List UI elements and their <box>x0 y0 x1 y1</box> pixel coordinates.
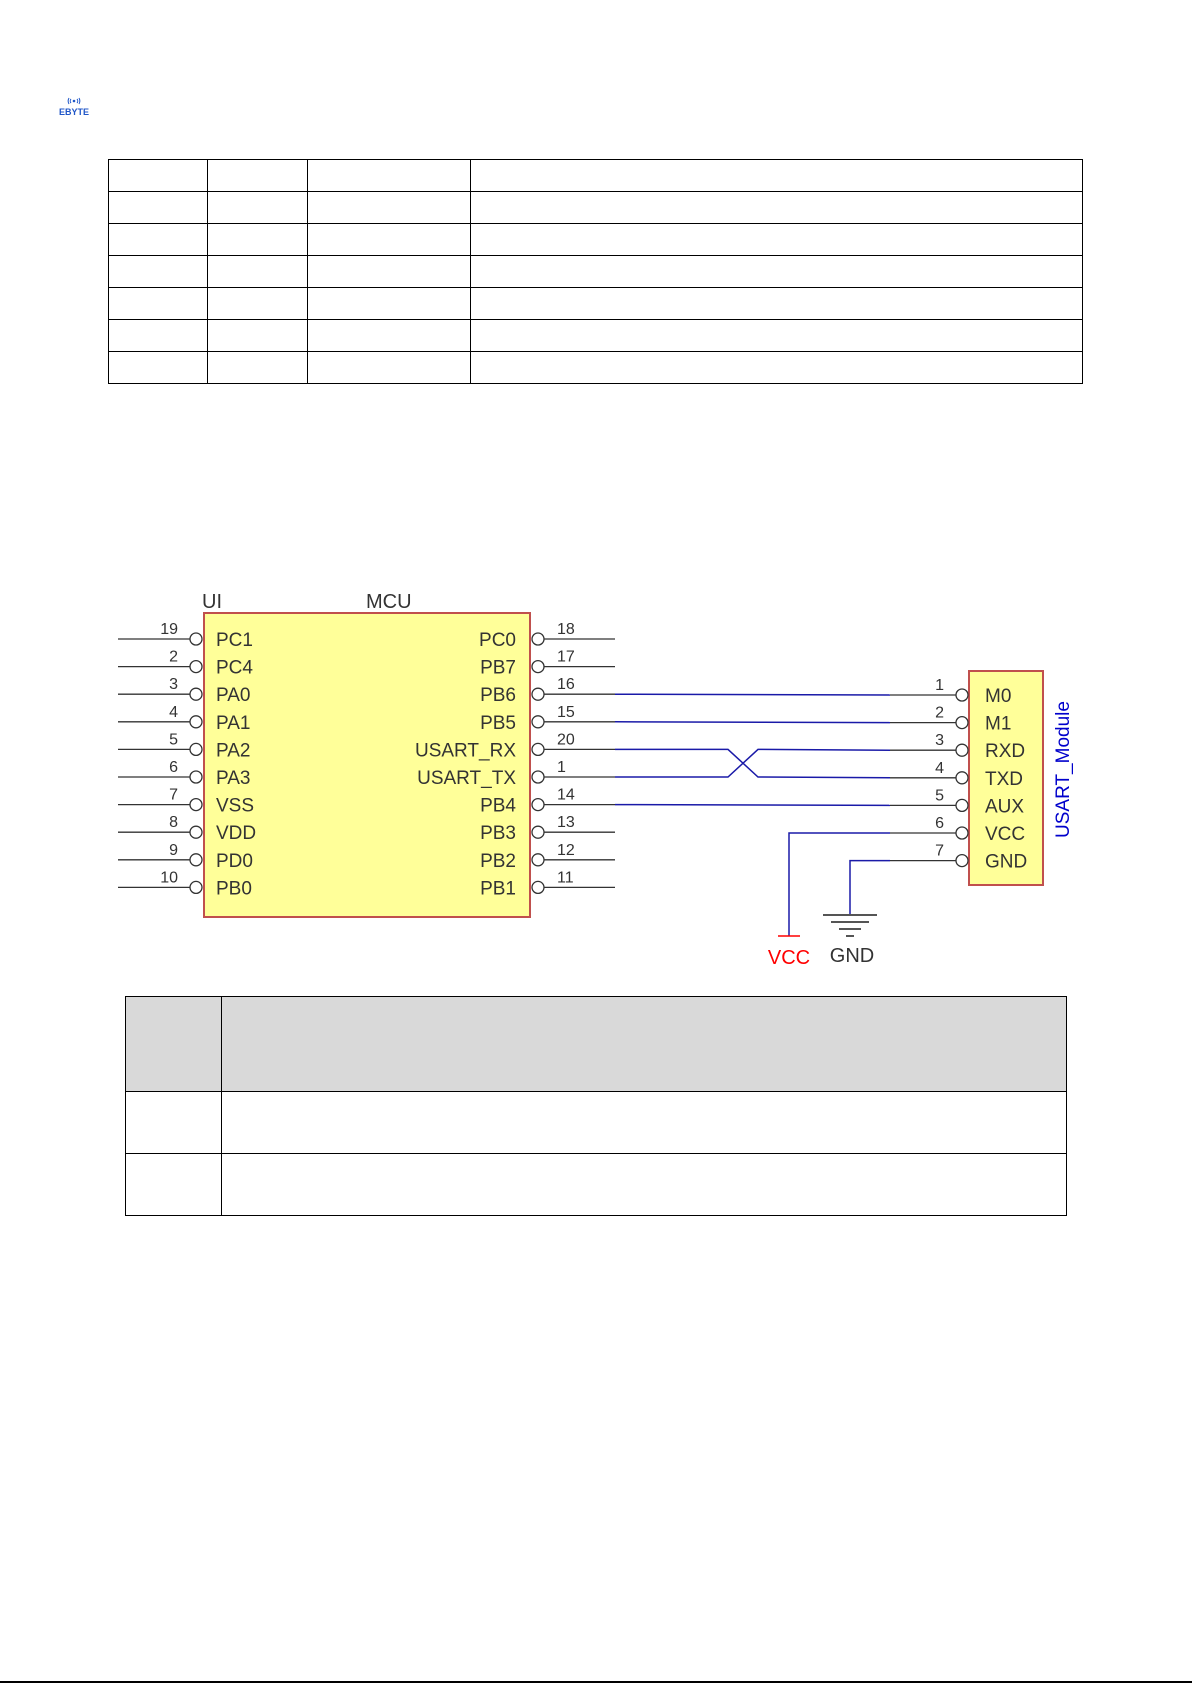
table-cell <box>307 320 470 352</box>
table-cell <box>471 224 1083 256</box>
pin-number: 2 <box>169 648 178 666</box>
table-cell <box>208 320 307 352</box>
table-cell <box>109 288 208 320</box>
pin-number: 4 <box>169 703 178 721</box>
table-cell <box>208 224 307 256</box>
table-row <box>126 997 1067 1092</box>
pin-bubble <box>532 716 544 728</box>
pin-bubble <box>190 854 202 866</box>
table-cell <box>471 352 1083 384</box>
pin-number: 3 <box>935 732 944 750</box>
pin-label: PB6 <box>480 685 516 707</box>
pin-bubble <box>532 743 544 755</box>
table-cell <box>126 997 222 1092</box>
pin-label: VDD <box>216 823 257 845</box>
pin-number: 5 <box>169 731 178 749</box>
pin-bubble <box>532 799 544 811</box>
pin-number: 9 <box>169 841 178 859</box>
pin-bubble <box>190 688 202 700</box>
table-cell <box>471 320 1083 352</box>
mcu-title: MCU <box>366 591 412 613</box>
pin-number: 11 <box>557 869 574 887</box>
pin-number: 5 <box>935 787 944 805</box>
pin-label: PA0 <box>216 685 251 707</box>
pin-number: 19 <box>160 621 178 638</box>
pin-label: M1 <box>985 713 1012 735</box>
pin-bubble <box>532 633 544 645</box>
pin-bubble <box>532 854 544 866</box>
pin-number: 15 <box>557 703 575 721</box>
vcc-label: VCC <box>767 947 811 969</box>
table-row <box>109 352 1083 384</box>
table-cell <box>471 192 1083 224</box>
table-cell <box>109 320 208 352</box>
wire <box>615 694 890 695</box>
pin-bubble <box>956 772 968 784</box>
table-cell <box>109 256 208 288</box>
pin-bubble <box>532 661 544 673</box>
wire <box>615 805 890 806</box>
mcu-designator: UI <box>202 591 222 613</box>
table-cell <box>208 192 307 224</box>
wires <box>615 694 890 936</box>
pin-label: PB7 <box>480 657 516 679</box>
pin-label: VSS <box>216 795 255 817</box>
pin-number: 7 <box>935 842 944 860</box>
pin-number: 16 <box>557 676 575 694</box>
pin-label: M0 <box>985 686 1012 707</box>
pin-number: 20 <box>557 731 575 749</box>
pin-number: 1 <box>557 759 566 776</box>
pin-bubble <box>956 855 968 867</box>
pin-number: 8 <box>169 814 178 832</box>
pin-bubble <box>190 881 202 893</box>
page-bottom-rule <box>0 1681 1192 1683</box>
pin-bubble <box>956 717 968 729</box>
table-row <box>109 160 1083 192</box>
pin-label: PA1 <box>216 712 251 734</box>
table-cell <box>109 352 208 384</box>
pin-bubble <box>532 688 544 700</box>
pin-label: TXD <box>985 768 1023 790</box>
pin-bubble <box>190 826 202 838</box>
pin-label: PD0 <box>216 850 253 872</box>
pin-bubble <box>190 799 202 811</box>
pin-label: VCC <box>985 824 1026 845</box>
pin-label: PA3 <box>216 768 251 789</box>
pin-label: PC4 <box>216 657 253 679</box>
pin-number: 3 <box>169 676 178 694</box>
pin-number: 18 <box>557 621 575 638</box>
pin-label: PB3 <box>480 823 516 845</box>
table-row <box>109 256 1083 288</box>
table-cell <box>307 160 470 192</box>
pin-number: 10 <box>160 869 178 887</box>
pin-number: 6 <box>169 759 178 776</box>
table-row <box>109 224 1083 256</box>
mcu-left-pins <box>118 621 256 899</box>
pin-number: 2 <box>935 704 944 722</box>
pin-number: 17 <box>557 648 575 666</box>
pin-number: 4 <box>935 759 944 777</box>
pin-label: AUX <box>985 796 1025 818</box>
pin-label: PB2 <box>480 850 516 872</box>
table-cell <box>208 160 307 192</box>
table-cell <box>471 256 1083 288</box>
pin-label: USART_RX <box>414 740 516 762</box>
module-pins <box>890 677 1027 873</box>
note-table <box>125 996 1067 1216</box>
logo-text: EBYTE <box>58 107 90 117</box>
table-cell <box>307 288 470 320</box>
table-row <box>109 192 1083 224</box>
table-cell <box>109 160 208 192</box>
table-cell <box>471 160 1083 192</box>
pin-label: PB4 <box>480 795 516 817</box>
pin-number: 6 <box>935 815 944 832</box>
pin-bubble <box>956 827 968 839</box>
table-cell <box>307 256 470 288</box>
table-cell <box>307 352 470 384</box>
gnd-label: GND <box>829 945 875 967</box>
pin-label: PB0 <box>216 878 252 900</box>
table-row <box>126 1092 1067 1154</box>
pin-label: PB1 <box>480 878 516 900</box>
table-row <box>126 1154 1067 1216</box>
table-row <box>109 320 1083 352</box>
pin-bubble <box>190 661 202 673</box>
pin-number: 7 <box>169 786 178 804</box>
pin-label: RXD <box>985 741 1026 763</box>
connection-schematic <box>0 580 1192 980</box>
pin-bubble <box>190 633 202 645</box>
table-cell <box>221 1092 1066 1154</box>
table-cell <box>126 1092 222 1154</box>
pin-bubble <box>532 826 544 838</box>
pin-number: 1 <box>935 677 944 694</box>
module-title: USART_Module <box>1053 701 1074 838</box>
wire <box>850 861 890 915</box>
pin-number: 14 <box>557 786 575 804</box>
pin-bubble <box>956 689 968 701</box>
pin-label: GND <box>985 851 1028 873</box>
table-cell <box>307 224 470 256</box>
wire <box>789 833 890 936</box>
table-cell <box>208 256 307 288</box>
pin-bubble <box>190 716 202 728</box>
wire <box>615 722 890 723</box>
table-cell <box>208 352 307 384</box>
pin-number: 13 <box>557 814 575 832</box>
pin-number: 12 <box>557 841 575 859</box>
table-cell <box>109 224 208 256</box>
table-cell <box>221 997 1066 1092</box>
pin-bubble <box>956 799 968 811</box>
table-cell <box>126 1154 222 1216</box>
table-cell <box>221 1154 1066 1216</box>
pin-label: USART_TX <box>417 768 516 789</box>
pin-table <box>108 159 1083 384</box>
pin-label: PB5 <box>480 712 516 734</box>
pin-label: PA2 <box>216 740 251 762</box>
table-cell <box>307 192 470 224</box>
pin-label: PC1 <box>216 630 253 651</box>
power-symbols <box>768 915 877 969</box>
table-cell <box>109 192 208 224</box>
pin-bubble <box>956 744 968 756</box>
table-cell <box>471 288 1083 320</box>
pin-bubble <box>532 881 544 893</box>
pin-bubble <box>190 771 202 783</box>
table-row <box>109 288 1083 320</box>
pin-bubble <box>190 743 202 755</box>
pin-label: PC0 <box>479 630 516 651</box>
table-cell <box>208 288 307 320</box>
pin-bubble <box>532 771 544 783</box>
ebyte-logo <box>52 96 96 122</box>
